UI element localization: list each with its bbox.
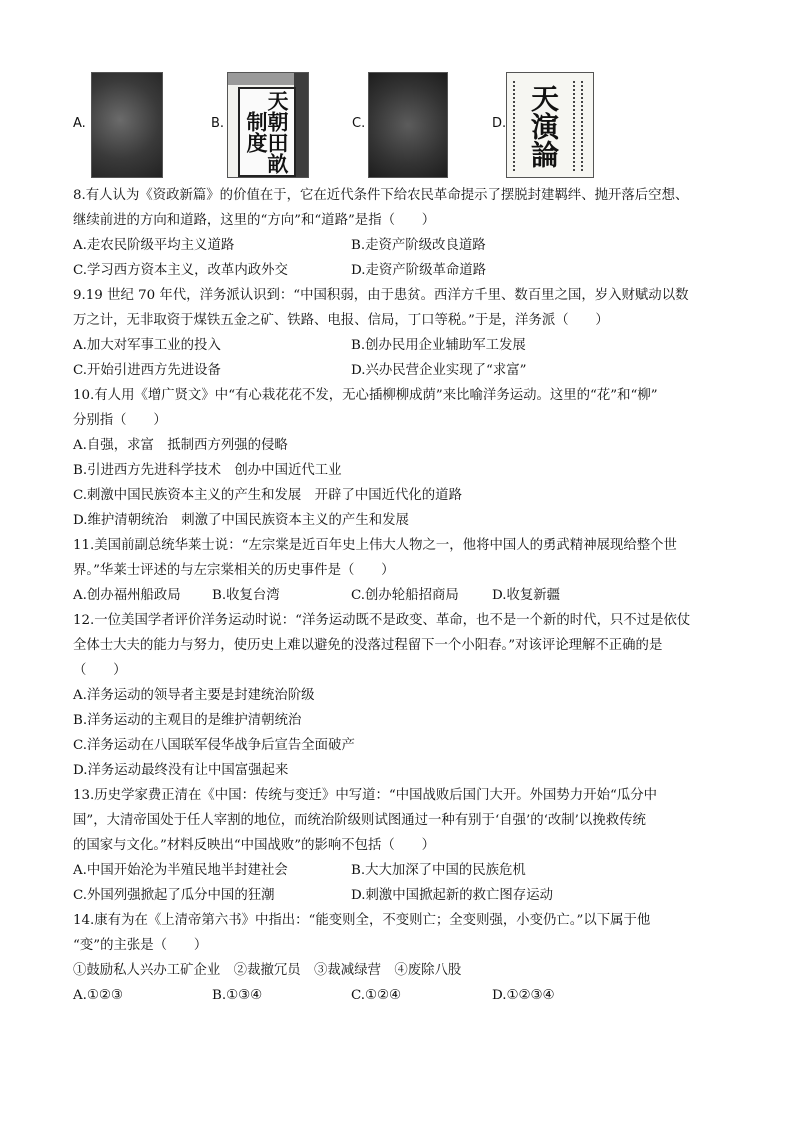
question-10-stem: 10.有人用《增广贤文》中“有心栽花花不发，无心插柳柳成荫”来比喻洋务运动。这里的“花”和“柳” — [73, 388, 658, 403]
question-9-option-c[interactable]: C.开始引进西方先进设备 — [73, 363, 221, 378]
question-13-stem: 国”，大清帝国处于任人宰割的地位，而统治阶级则试图通过一种有别于‘自强’的‘改制’以挽救传统 — [73, 813, 646, 828]
question-13-option-b[interactable]: B.大大加深了中国的民族危机 — [351, 863, 526, 878]
question-10-option-b[interactable]: B.引进西方先进科学技术 创办中国近代工业 — [73, 463, 342, 478]
question-12-option-a[interactable]: A.洋务运动的领导者主要是封建统治阶级 — [73, 688, 315, 703]
option-label: B. — [211, 116, 225, 131]
image-option-d — [492, 72, 612, 178]
question-12-option-c[interactable]: C.洋务运动在八国联军侵华战争后宣告全面破产 — [73, 738, 355, 753]
question-9-stem: 9.19 世纪 70 年代，洋务派认识到：“中国积弱，由于患贫。西洋方千里、数百里之国，岁入财赋动以数 — [73, 288, 689, 303]
question-13-option-a[interactable]: A.中国开始沦为半殖民地半封建社会 — [73, 863, 288, 878]
question-9-option-b[interactable]: B.创办民用企业辅助军工发展 — [351, 338, 526, 353]
question-13-option-c[interactable]: C.外国列强掀起了瓜分中国的狂潮 — [73, 888, 275, 903]
question-12-stem: （ ） — [73, 663, 127, 678]
book-cover-image — [506, 72, 594, 178]
option-label: D. — [492, 116, 507, 131]
option-label: A. — [73, 116, 86, 131]
question-8-option-d[interactable]: D.走资产阶级革命道路 — [351, 263, 487, 278]
question-11-stem: 界。”华莱士评述的与左宗棠相关的历史事件是（ ） — [73, 563, 395, 578]
question-12-stem: 全体士大夫的能力与努力，使历史上难以避免的没落过程留下一个小阳春。”对该评论理解不正确的是 — [73, 638, 663, 653]
cover-side-text-icon — [581, 81, 589, 171]
question-11-stem: 11.美国前副总统华莱士说：“左宗棠是近百年史上伟大人物之一，他将中国人的勇武精神展现给整个世 — [73, 538, 677, 553]
question-9-option-d[interactable]: D.兴办民营企业实现了“求富” — [351, 363, 527, 378]
question-13-option-d[interactable]: D.刺激中国掀起新的救亡图存运动 — [351, 888, 553, 903]
question-12-option-d[interactable]: D.洋务运动最终没有让中国富强起来 — [73, 763, 289, 778]
question-9-stem: 万之计，无非取资于煤铁五金之矿、铁路、电报、信局，丁口等税。”于是，洋务派（ ） — [73, 313, 609, 328]
question-10-option-a[interactable]: A.自强，求富 抵制西方列强的侵略 — [73, 438, 288, 453]
question-13-stem: 的国家与文化。”材料反映出“中国战败”的影响不包括（ ） — [73, 838, 435, 853]
book-photo-icon — [91, 72, 163, 178]
book-cover-image — [227, 72, 309, 178]
question-11-option-b[interactable]: B.收复台湾 — [212, 588, 280, 603]
question-14-option-a[interactable]: A.①②③ — [73, 988, 123, 1003]
question-8-stem: 继续前进的方向和道路，这里的“方向”和“道路”是指（ ） — [73, 213, 436, 228]
question-11-option-d[interactable]: D.收复新疆 — [492, 588, 561, 603]
book-title: 天演論 — [527, 84, 560, 168]
question-12-stem: 12.一位美国学者评价洋务运动时说：“洋务运动既不是政变、革命，也不是一个新的时代，只不过是依仗 — [73, 613, 691, 628]
book-photo-icon — [368, 72, 448, 178]
image-option-c — [352, 72, 462, 178]
question-11-option-c[interactable]: C.创办轮船招商局 — [351, 588, 459, 603]
image-options-row — [73, 72, 673, 178]
question-14-option-d[interactable]: D.①②③④ — [492, 988, 555, 1003]
question-9-option-a[interactable]: A.加大对军事工业的投入 — [73, 338, 221, 353]
question-8-option-b[interactable]: B.走资产阶级改良道路 — [351, 238, 486, 253]
question-12-option-b[interactable]: B.洋务运动的主观目的是维护清朝统治 — [73, 713, 302, 728]
question-13-stem: 13.历史学家费正清在《中国：传统与变迁》中写道：“中国战败后国门大开。外国势力开始“瓜分中 — [73, 788, 657, 803]
question-14-stem: 14.康有为在《上清帝第六书》中指出：“能变则全，不变则亡；全变则强，小变仍亡。”以下属于他 — [73, 913, 651, 928]
question-10-stem: 分别指（ ） — [73, 413, 167, 428]
question-14-option-c[interactable]: C.①②④ — [351, 988, 402, 1003]
question-11-option-a[interactable]: A.创办福州船政局 — [73, 588, 181, 603]
cover-side-text-icon — [573, 81, 581, 171]
question-8-stem: 8.有人认为《资政新篇》的价值在于，它在近代条件下给农民革命提示了摆脱封建羁绊、抛开落后空想、 — [73, 188, 689, 203]
question-8-option-a[interactable]: A.走农民阶级平均主义道路 — [73, 238, 235, 253]
question-10-option-d[interactable]: D.维护清朝统治 刺激了中国民族资本主义的产生和发展 — [73, 513, 409, 528]
question-10-option-c[interactable]: C.刺激中国民族资本主义的产生和发展 开辟了中国近代化的道路 — [73, 488, 462, 503]
question-14-option-b[interactable]: B.①③④ — [212, 988, 263, 1003]
cover-side-text-icon — [513, 81, 521, 171]
cover-spine — [294, 73, 308, 177]
option-label: C. — [352, 116, 366, 131]
question-14-stem: “变”的主张是（ ） — [73, 938, 208, 953]
book-title: 天朝田畝制度 — [238, 87, 296, 177]
image-option-b — [211, 72, 321, 178]
question-14-items: ①鼓励私人兴办工矿企业 ②裁撤冗员 ③裁减绿营 ④废除八股 — [73, 963, 462, 978]
question-8-option-c[interactable]: C.学习西方资本主义，改革内政外交 — [73, 263, 288, 278]
image-option-a — [73, 72, 183, 178]
